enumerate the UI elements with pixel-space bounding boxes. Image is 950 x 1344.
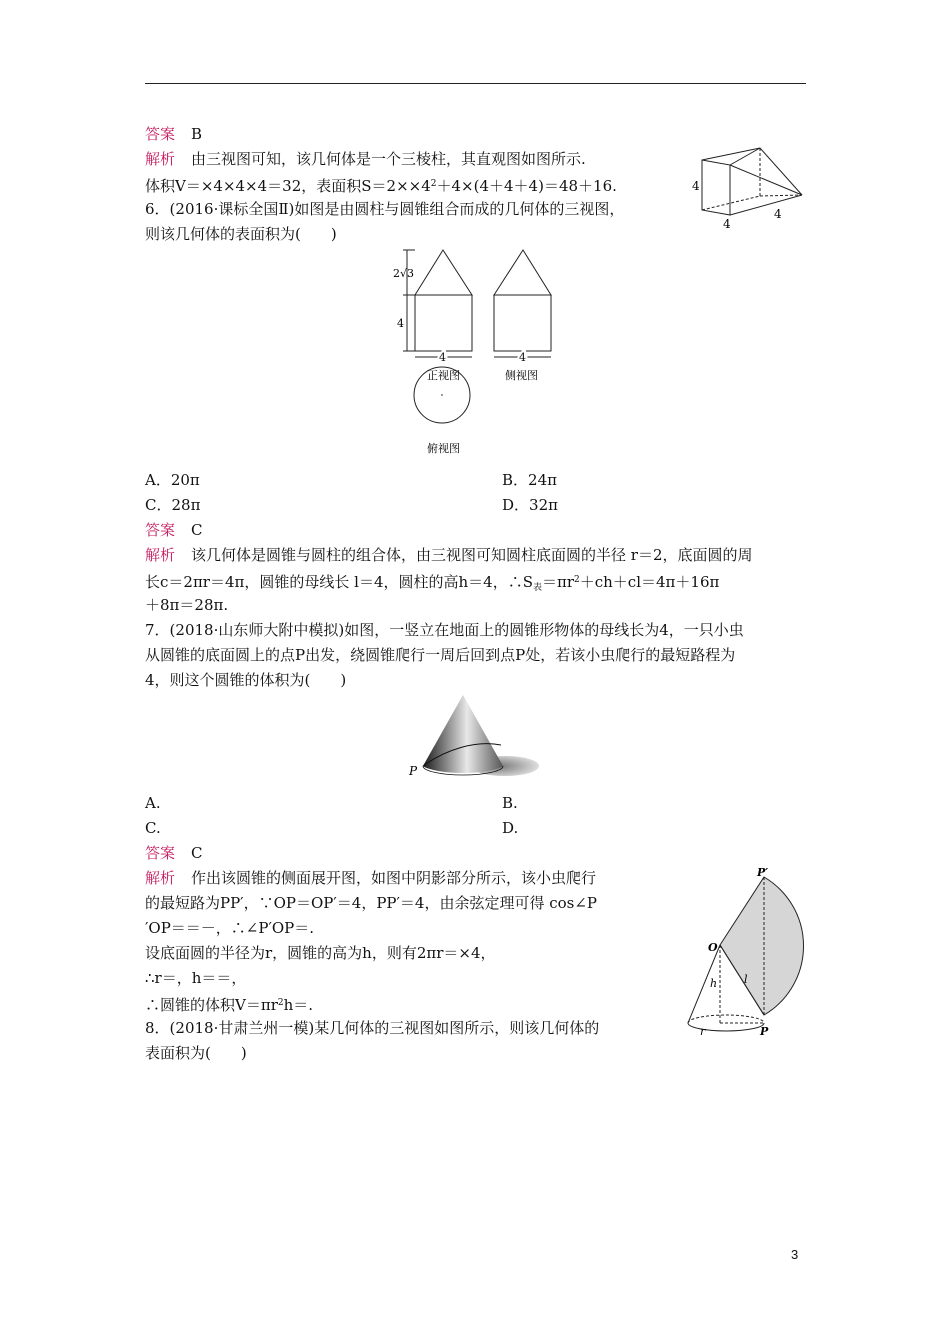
answer-value: C (191, 844, 203, 862)
q6-analysis-line-1: 解析 该几何体是圆锥与圆柱的组合体，由三视图可知圆柱底面圆的半径 r＝2，底面圆的周 (145, 546, 753, 564)
prism-width-label: 4 (723, 217, 731, 230)
q5-analysis-line-1: 解析 由三视图可知，该几何体是一个三棱柱，其直观图如图所示. (145, 150, 586, 168)
q7-answer-line (145, 843, 203, 863)
q7-choice-b: B. (502, 794, 518, 812)
side-width-label: 4 (519, 351, 526, 364)
front-view-caption: 正视图 (427, 369, 460, 382)
q6-answer-line (145, 520, 203, 540)
q8-stem-line-2: 表面积为( ) (145, 1044, 247, 1062)
page-number: 3 (791, 1247, 799, 1262)
prism-depth-label: 4 (774, 207, 782, 221)
q7-cone-figure (405, 690, 545, 785)
q6-three-views-figure (385, 245, 575, 460)
side-view-caption: 侧视图 (505, 369, 538, 382)
q7-analysis-line-1: 解析 作出该圆锥的侧面展开图，如图中阴影部分所示，该小虫爬行 (145, 869, 597, 887)
analysis-tag: 解析 (145, 546, 176, 564)
q6-choice-c: C．28π (145, 496, 201, 514)
front-width-label: 4 (439, 351, 446, 364)
top-view-caption: 俯视图 (427, 442, 460, 455)
q6-choice-a: A．20π (145, 471, 200, 489)
q6-analysis-line-3: ＋8π＝28π. (145, 596, 229, 614)
analysis-tag: 解析 (145, 150, 176, 168)
q7-choice-c: C. (145, 819, 161, 837)
q7-stem-line-3: 4，则这个圆锥的体积为( ) (145, 671, 347, 689)
point-o-label: O (708, 941, 718, 954)
q7-analysis-line-5: ∴r＝，h＝＝， (145, 969, 247, 987)
q7-unfold-figure (680, 865, 830, 1045)
q6-stem-line-2: 则该几何体的表面积为( ) (145, 225, 337, 243)
q7-analysis-line-6: ∴圆锥的体积$V=\pi r^2h=$. (145, 996, 314, 1014)
answer-value: B (191, 125, 203, 143)
answer-value: C (191, 521, 203, 539)
q8-stem-line-1: 8．(2018·甘肃兰州一模)某几何体的三视图如图所示，则该几何体的 (145, 1019, 600, 1037)
q6-analysis-line-2: 长c＝2πr＝4π，圆锥的母线长 l＝4，圆柱的高h＝4，$\therefore S_表=\pi r^2+ch+cl=4\pi+16\pi$ (145, 573, 720, 593)
header-rule (145, 83, 806, 84)
cone-point-p-label: P (409, 764, 418, 778)
q7-analysis-line-2: 的最短路为PP′，∵OP＝OP′＝4，PP′＝4，由余弦定理可得 cos∠P (145, 894, 598, 912)
height-h-label: h (710, 977, 718, 990)
q6-stem-line-1: 6．(2016·课标全国Ⅱ)如图是由圆柱与圆锥组合而成的几何体的三视图， (145, 200, 625, 218)
point-p-label: P (760, 1025, 769, 1038)
q6-choice-d: D．32π (502, 496, 558, 514)
point-p-prime-label: P′ (757, 866, 769, 879)
q7-choice-a: A. (145, 794, 161, 812)
prism-height-label: 4 (692, 179, 700, 193)
slant-l-label: l (744, 973, 748, 986)
cone-height-label: 2√3 (393, 267, 415, 280)
q7-choice-d: D. (502, 819, 519, 837)
cylinder-height-label: 4 (397, 317, 404, 330)
answer-tag: 答案 (145, 844, 176, 862)
q5-answer-line (145, 124, 202, 144)
radius-r-label: r (700, 1025, 706, 1038)
q5-analysis-line-2: 体积V＝×4×4×4＝32，表面积$S=2\times\times 4^2+4\times(4+4+4)=48+16$. (145, 177, 617, 195)
q7-stem-line-2: 从圆锥的底面圆上的点P出发，绕圆锥爬行一周后回到点P处，若该小虫爬行的最短路程为 (145, 646, 736, 664)
analysis-tag: 解析 (145, 869, 176, 887)
q7-analysis-line-4: 设底面圆的半径为r，圆锥的高为h，则有2πr＝×4， (145, 944, 496, 962)
answer-tag: 答案 (145, 521, 176, 539)
q5-prism-figure (690, 140, 810, 230)
answer-tag: 答案 (145, 125, 176, 143)
q6-choice-b: B．24π (502, 471, 557, 489)
q7-stem-line-1: 7．(2018·山东师大附中模拟)如图，一竖立在地面上的圆锥形物体的母线长为4，一只小虫 (145, 621, 744, 639)
q7-analysis-line-3: ′OP＝＝－，∴∠P′OP＝. (145, 919, 315, 937)
